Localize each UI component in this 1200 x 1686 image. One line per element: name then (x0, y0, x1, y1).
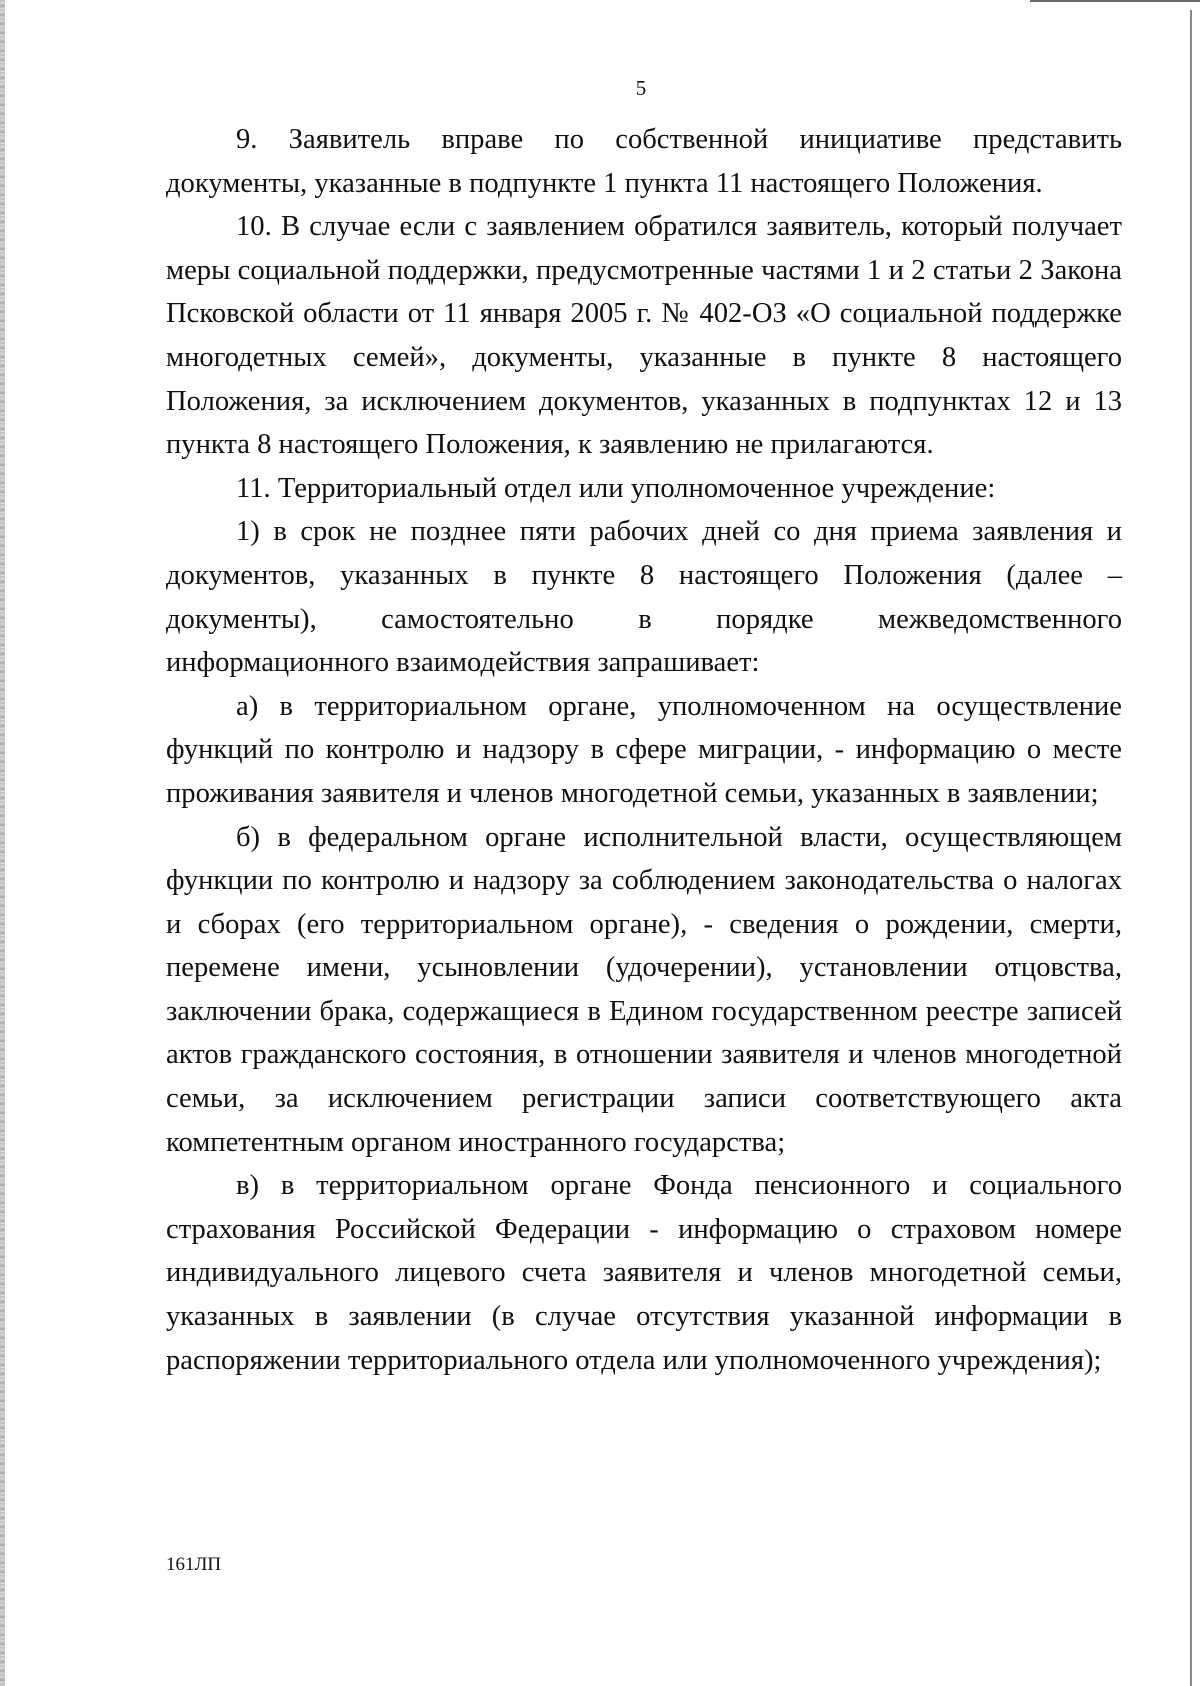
scan-edge-top (1030, 0, 1200, 2)
paragraph-10: 10. В случае если с заявлением обратился заявитель, который получает меры социальной поддержки, предусмотренные частями 1 и 2 статьи 2 Закона Псковской области от 11 января 2005 г. № 402-ОЗ «О социальной поддержке многодетных семей», документы, указанные в пункте 8 настоящего Положения, за исключением документов, указанных в подпунктах 12 и 13 пункта 8 настоящего Положения, к заявлению не прилагаются. (166, 211, 1122, 461)
scan-edge-right (1190, 10, 1192, 1686)
item-b: б) в федеральном органе исполнительной власти, осуществляющем функции по контролю и надзору за соблюдением законодательства о налогах и сборах (его территориальном органе), - сведения о рождении, смерти, перемене имени, усыновлении (удочерении), установлении отцовства, заключении брака, содержащиеся в Едином государственном реестре записей актов гражданского состояния, в отношении заявителя и членов многодетной семьи, за исключением регистрации записи соответствующего акта компетентным органом иностранного государства; (166, 821, 1122, 1158)
subparagraph-11-1: 1) в срок не позднее пяти рабочих дней со дня приема заявления и документов, указанных в пункте 8 настоящего Положения (далее – документы), самостоятельно в порядке межведомственного информационного взаимодействия запрашивает: (166, 516, 1122, 679)
scan-edge-left (0, 0, 5, 1686)
item-a: а) в территориальном органе, уполномоченном на осуществление функций по контролю и надзору в сфере миграции, - информацию о месте проживания заявителя и членов многодетной семьи, указанных в заявлении; (166, 690, 1122, 809)
footer-code: 161ЛП (166, 1554, 222, 1575)
document-body (166, 118, 1122, 1382)
item-v: в) в территориальном органе Фонда пенсионного и социального страхования Российской Федерации - информацию о страховом номере индивидуального лицевого счета заявителя и членов многодетной семьи, указанных в заявлении (в случае отсутствия указанной информации в распоряжении территориального отдела или уполномоченного учреждения); (166, 1170, 1122, 1376)
paragraph-11: 11. Территориальный отдел или уполномоченное учреждение: (236, 472, 996, 504)
paragraph-9: 9. Заявитель вправе по собственной инициативе представить документы, указанные в подпункте 1 пункта 11 настоящего Положения. (166, 124, 1122, 199)
page-number: 5 (635, 76, 647, 100)
